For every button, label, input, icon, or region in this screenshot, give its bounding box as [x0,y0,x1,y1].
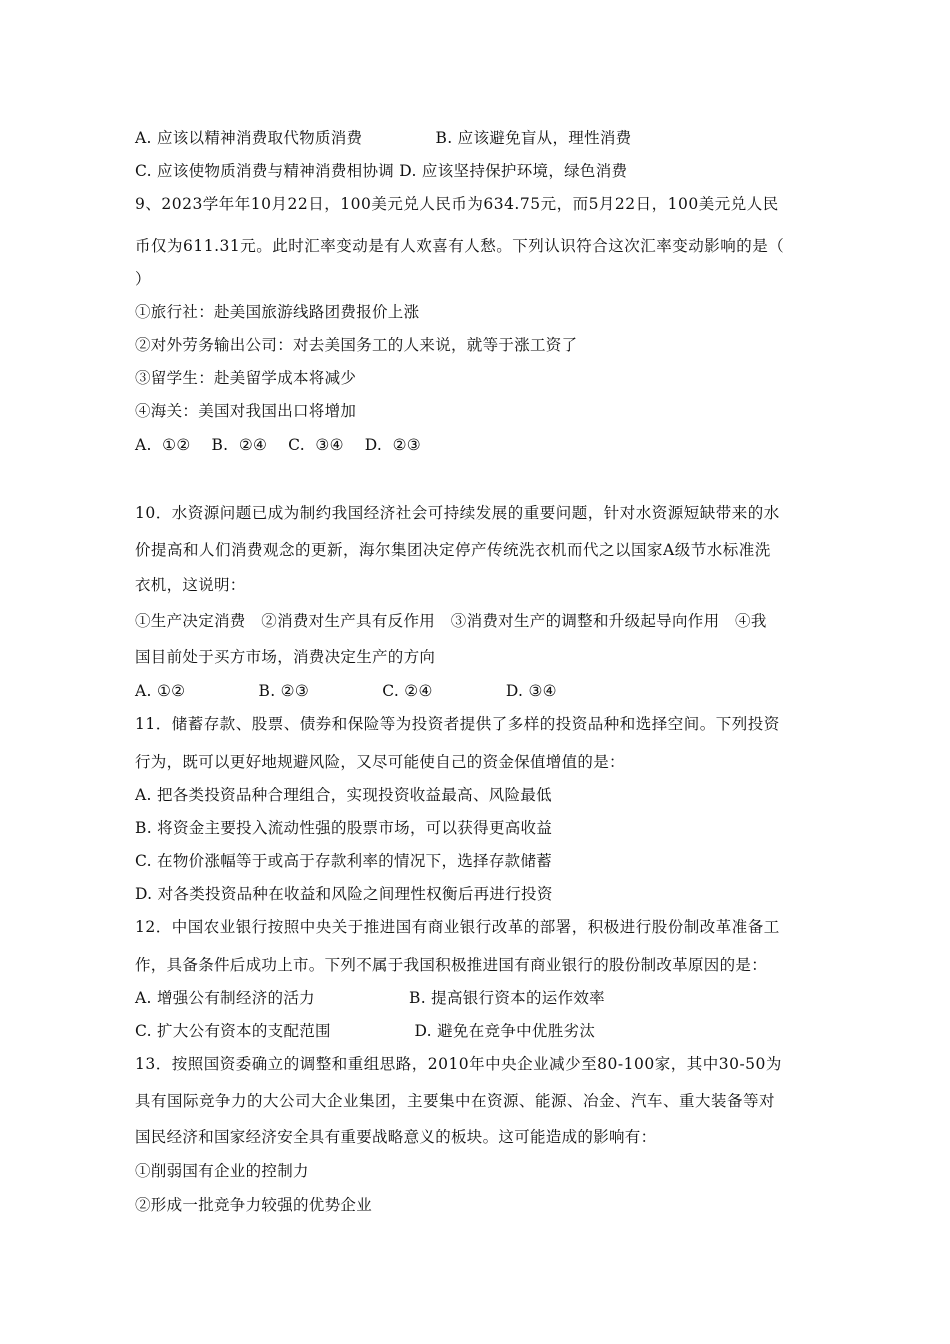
q11-option-b: B. 将资金主要投入流动性强的股票市场，可以获得更高收益 [135,819,553,837]
q11-option-c: C. 在物价涨幅等于或高于存款利率的情况下，选择存款储蓄 [135,852,553,870]
q8-options-cd: C. 应该使物质消费与精神消费相协调 D. 应该坚持保护环境，绿色消费 [135,162,628,180]
q8-options-ab: A. 应该以精神消费取代物质消费 B. 应该避免盲从，理性消费 [135,129,632,147]
q11-option-a: A. 把各类投资品种合理组合，实现投资收益最高、风险最低 [135,786,552,804]
q13-stem-line3: 国民经济和国家经济安全具有重要战略意义的板块。这可能造成的影响有： [135,1128,657,1146]
q9-statement-3: ③留学生：赴美留学成本将减少 [135,369,357,387]
q13-statement-1: ①削弱国有企业的控制力 [135,1162,309,1180]
q10-statements-line1: ①生产决定消费 ②消费对生产具有反作用 ③消费对生产的调整和升级起导向作用 ④我 [135,612,767,630]
q13-stem-line1: 13．按照国资委确立的调整和重组思路，2010年中央企业减少至80-100家，其中30-50为 [135,1055,782,1073]
q12-stem-line2: 作，具备条件后成功上市。下列不属于我国积极推进国有商业银行的股份制改革原因的是： [135,956,768,974]
q11-stem-line1: 11．储蓄存款、股票、债券和保险等为投资者提供了多样的投资品种和选择空间。下列投资 [135,715,780,733]
q9-statement-2: ②对外劳务输出公司：对去美国务工的人来说，就等于涨工资了 [135,336,578,354]
q12-stem-line1: 12．中国农业银行按照中央关于推进国有商业银行改革的部署，积极进行股份制改革准备工 [135,918,780,936]
q10-stem-line3: 衣机，这说明： [135,576,246,594]
q9-statement-4: ④海关：美国对我国出口将增加 [135,402,357,420]
q10-options: A. ①② B. ②③ C. ②④ D. ③④ [135,682,557,700]
q9-options: A. ①② B. ②④ C. ③④ D. ②③ [135,436,421,454]
q11-stem-line2: 行为，既可以更好地规避风险，又尽可能使自己的资金保值增值的是： [135,753,625,771]
q13-stem-line2: 具有国际竞争力的大公司大企业集团，主要集中在资源、能源、冶金、汽车、重大装备等对 [135,1092,776,1110]
q11-option-d: D. 对各类投资品种在收益和风险之间理性权衡后再进行投资 [135,885,553,903]
q13-statement-2: ②形成一批竞争力较强的优势企业 [135,1196,373,1214]
q9-statement-1: ①旅行社：赴美国旅游线路团费报价上涨 [135,303,420,321]
q9-stem-line3: ） [135,270,151,288]
q9-stem-line1: 9、2023学年年10月22日，100美元兑人民币为634.75元，而5月22日，100美元兑人民 [135,195,779,213]
q10-statements-line2: 国目前处于买方市场，消费决定生产的方向 [135,648,436,666]
q12-options-ab: A. 增强公有制经济的活力 B. 提高银行资本的运作效率 [135,989,605,1007]
q12-options-cd: C. 扩大公有资本的支配范围 D. 避免在竞争中优胜劣汰 [135,1022,596,1040]
q10-stem-line2: 价提高和人们消费观念的更新，海尔集团决定停产传统洗衣机而代之以国家A级节水标准洗 [135,541,771,559]
q10-stem-line1: 10．水资源问题已成为制约我国经济社会可持续发展的重要问题，针对水资源短缺带来的水 [135,504,780,522]
q9-stem-line2: 币仅为611.31元。此时汇率变动是有人欢喜有人愁。下列认识符合这次汇率变动影响的是（ [135,237,785,255]
